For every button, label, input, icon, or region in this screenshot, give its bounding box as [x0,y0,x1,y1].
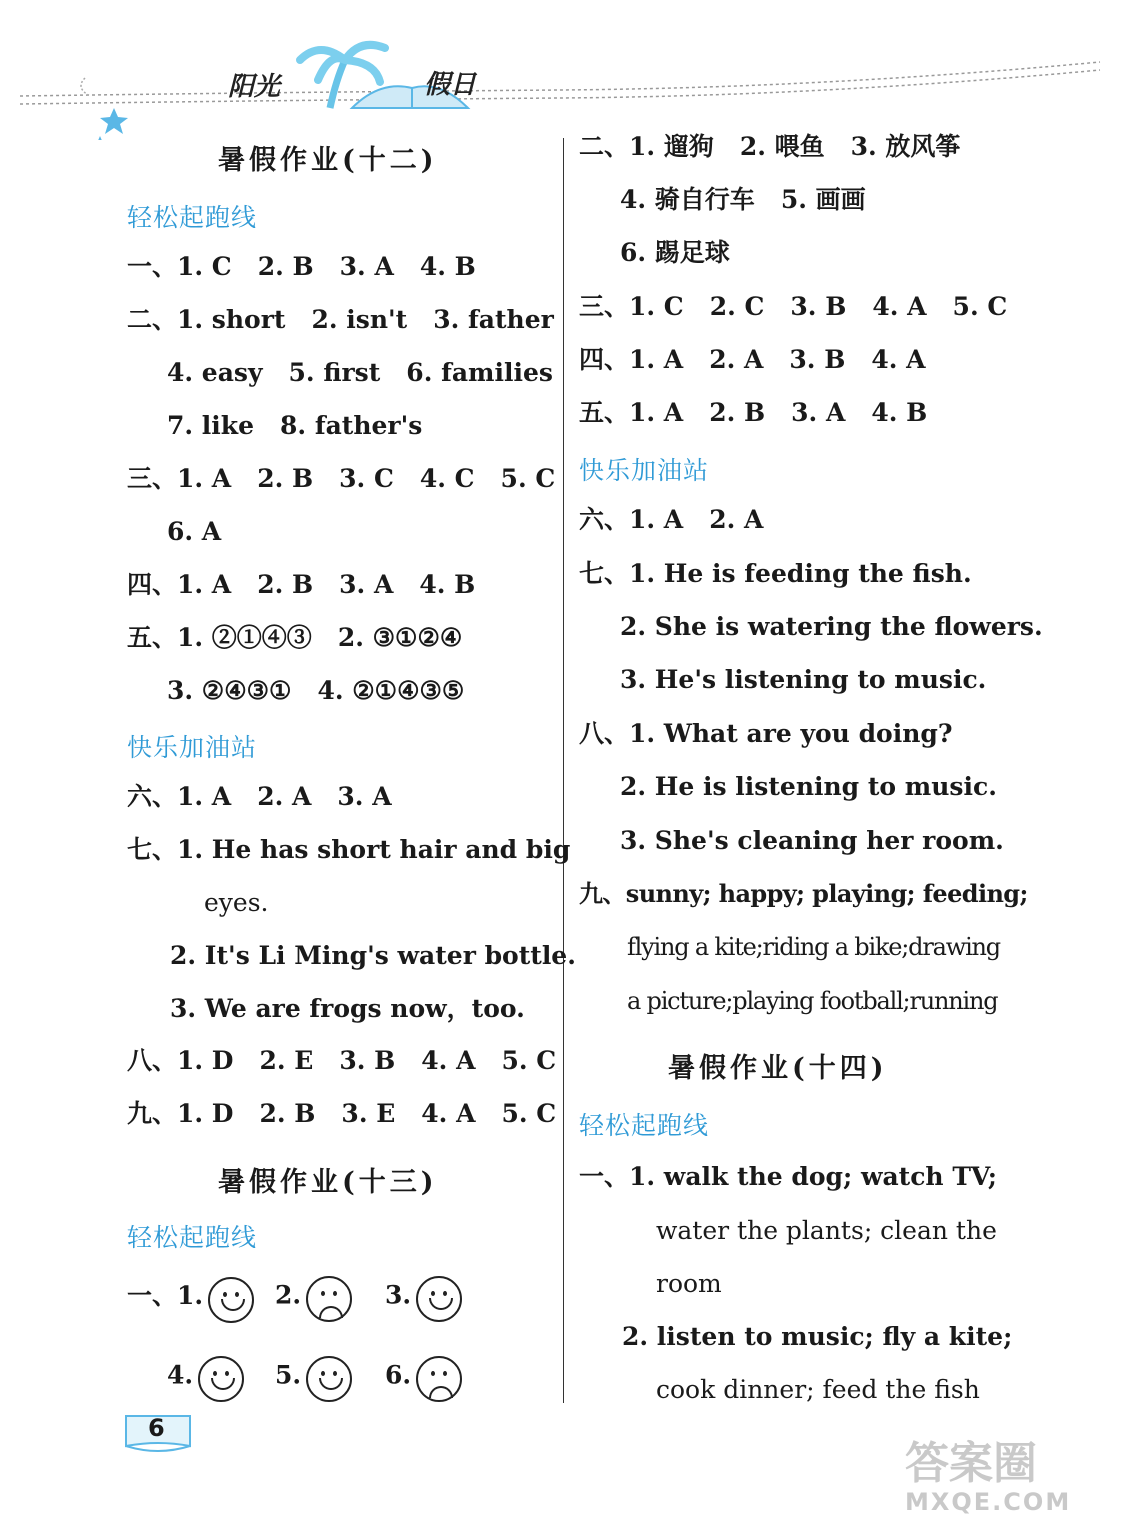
answer-line: 三、1. C 2. C 3. B 4. A 5. C [579,292,1008,321]
answer-line: 2. listen to music; fly a kite; [622,1322,1013,1351]
subheading-practice: 快乐加油站 [579,456,710,485]
answer-line: cook dinner; feed the fish [656,1375,980,1404]
answer-line: 2. He is listening to music. [620,772,997,801]
answer-line: 六、1. A 2. A [579,505,764,534]
face-answer-row: 4. [167,1356,244,1402]
answer-line: 七、1. He has short hair and big [127,835,571,864]
answer-line: 3. She's cleaning her room. [620,826,1004,855]
answer-line: flying a kite;riding a bike;drawing [627,933,1000,961]
section-title-12: 暑假作业(十二) [218,145,438,176]
subheading-practice: 快乐加油站 [127,733,258,762]
answer-line: 八、1. D 2. E 3. B 4. A 5. C [127,1046,557,1075]
face-answer-row: 一、1. [127,1276,254,1323]
star-icon [100,108,128,134]
smiley-face-icon [306,1356,352,1402]
subheading-warmup: 轻松起跑线 [127,203,258,232]
answer-line: 3. He's listening to music. [620,665,987,694]
answer-line: 7. like 8. father's [167,411,423,440]
smiley-face-icon [198,1356,244,1402]
sad-face-icon [416,1356,462,1402]
answer-line: 二、1. short 2. isn't 3. father [127,305,554,334]
header-banner [0,0,1124,140]
answer-line: 九、1. D 2. B 3. E 4. A 5. C [127,1099,557,1128]
face-answer-row: 2. [275,1276,352,1322]
star-icon [90,136,110,140]
answer-line: eyes. [204,888,269,917]
answer-line: 3. ②④③① 4. ②①④③⑤ [167,676,465,705]
answer-line: 6. 踢足球 [620,238,730,267]
answer-line: water the plants; clean the [656,1216,997,1245]
answer-line: 四、1. A 2. A 3. B 4. A [579,345,926,374]
subheading-warmup: 轻松起跑线 [127,1223,258,1252]
answer-line: 七、1. He is feeding the fish. [579,559,972,588]
answer-line: 一、1. C 2. B 3. A 4. B [127,252,476,281]
answer-line: 五、1. A 2. B 3. A 4. B [579,398,928,427]
answer-line: 二、1. 遛狗 2. 喂鱼 3. 放风筝 [579,132,961,161]
answer-line: 3. We are frogs now，too. [170,994,525,1023]
smiley-face-icon [416,1276,462,1322]
answer-line: 六、1. A 2. A 3. A [127,782,392,811]
subheading-warmup: 轻松起跑线 [579,1111,710,1140]
answer-line: 2. It's Li Ming's water bottle. [170,941,576,970]
answer-line: 一、1. walk the dog; watch TV; [579,1162,998,1191]
answer-line: 2. She is watering the flowers. [620,612,1043,641]
answer-line: 4. 骑自行车 5. 画画 [620,185,866,214]
watermark: 答案圈 MXQE.COM [905,1438,1072,1516]
answer-line: 四、1. A 2. B 3. A 4. B [127,570,476,599]
section-title-14: 暑假作业(十四) [668,1053,888,1084]
column-divider [563,138,564,1403]
answer-line: 五、1. ②①④③ 2. ③①②④ [127,623,463,652]
answer-line: 三、1. A 2. B 3. C 4. C 5. C [127,464,556,493]
answer-line: 九、sunny; happy; playing; feeding; [579,879,1028,908]
answer-line: 八、1. What are you doing? [579,719,953,748]
answer-line: room [656,1269,722,1298]
smiley-face-icon [208,1277,254,1323]
face-answer-row: 6. [385,1356,462,1402]
answer-line: 6. A [167,517,222,546]
section-title-13: 暑假作业(十三) [218,1167,438,1198]
face-answer-row: 5. [275,1356,352,1402]
answer-line: a picture;playing football;running [627,987,998,1015]
page-number: 6 [148,1414,165,1442]
logo-text-sunshine: 阳光 [228,72,281,102]
answer-line: 4. easy 5. first 6. families [167,358,553,387]
face-answer-row: 3. [385,1276,462,1322]
logo-text-holiday: 假日 [424,70,477,100]
sad-face-icon [306,1276,352,1322]
